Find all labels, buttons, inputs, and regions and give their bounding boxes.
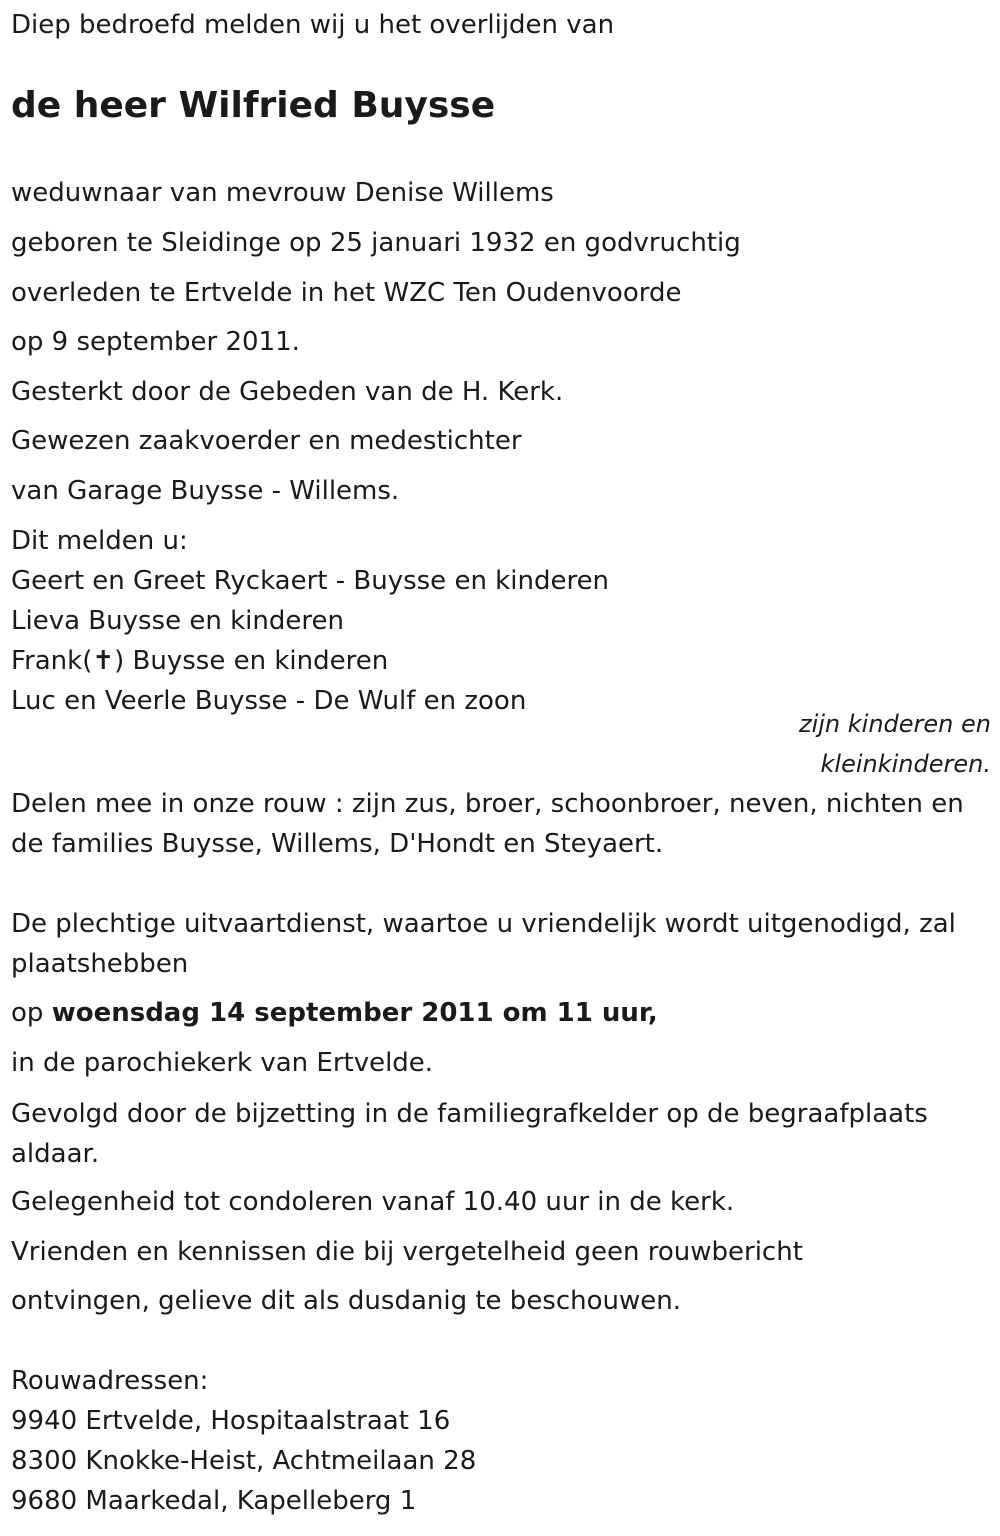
service-date-prefix: op: [11, 998, 52, 1028]
addresses-heading: Rouwadressen:: [11, 1366, 209, 1396]
relation-text: zijn kinderen en: [799, 710, 991, 738]
address-line: 9680 Maarkedal, Kapelleberg 1: [11, 1486, 417, 1516]
announcer-line: Frank(✝) Buysse en kinderen: [11, 646, 389, 676]
bio-line: geboren te Sleidinge op 25 januari 1932 en godvruchtig: [11, 228, 741, 258]
bio-line: overleden te Ertvelde in het WZC Ten Oudenvoorde: [11, 278, 682, 308]
relation-text: kleinkinderen.: [820, 750, 991, 778]
share-grief-text: Delen mee in onze rouw : zijn zus, broer, schoonbroer, neven, nichten en de families Buysse, Willems, D'Hondt en Steyaert.: [11, 789, 964, 859]
notice-line: ontvingen, gelieve dit als dusdanig te beschouwen.: [11, 1286, 682, 1316]
bio-line: op 9 september 2011.: [11, 327, 300, 357]
notice-line: Vrienden en kennissen die bij vergetelheid geen rouwbericht: [11, 1237, 803, 1267]
announcer-line: Lieva Buysse en kinderen: [11, 606, 344, 636]
bio-line: weduwnaar van mevrouw Denise Willems: [11, 178, 554, 208]
announcer-line: Geert en Greet Ryckaert - Buysse en kinderen: [11, 566, 610, 596]
bio-line: van Garage Buysse - Willems.: [11, 476, 400, 506]
address-line: 9940 Ertvelde, Hospitaalstraat 16: [11, 1406, 451, 1436]
service-location: in de parochiekerk van Ertvelde.: [11, 1048, 434, 1078]
address-line: 8300 Knokke-Heist, Achtmeilaan 28: [11, 1446, 477, 1476]
service-invite: De plechtige uitvaartdienst, waartoe u vriendelijk wordt uitgenodigd, zal plaatshebben: [11, 909, 956, 979]
service-date: [11, 998, 658, 1028]
announcer-line: Luc en Veerle Buysse - De Wulf en zoon: [11, 686, 527, 716]
deceased-name: de heer Wilfried Buysse: [11, 85, 496, 126]
condolence-text: Gelegenheid tot condoleren vanaf 10.40 uur in de kerk.: [11, 1187, 735, 1217]
intro-text: Diep bedroefd melden wij u het overlijden van: [11, 10, 615, 40]
bio-line: Gewezen zaakvoerder en medestichter: [11, 426, 522, 456]
announcers-heading: Dit melden u:: [11, 526, 188, 556]
service-date-bold: woensdag 14 september 2011 om 11 uur,: [51, 998, 658, 1028]
bio-line: Gesterkt door de Gebeden van de H. Kerk.: [11, 377, 564, 407]
burial-text: Gevolgd door de bijzetting in de familiegrafkelder op de begraafplaats aldaar.: [11, 1099, 928, 1169]
